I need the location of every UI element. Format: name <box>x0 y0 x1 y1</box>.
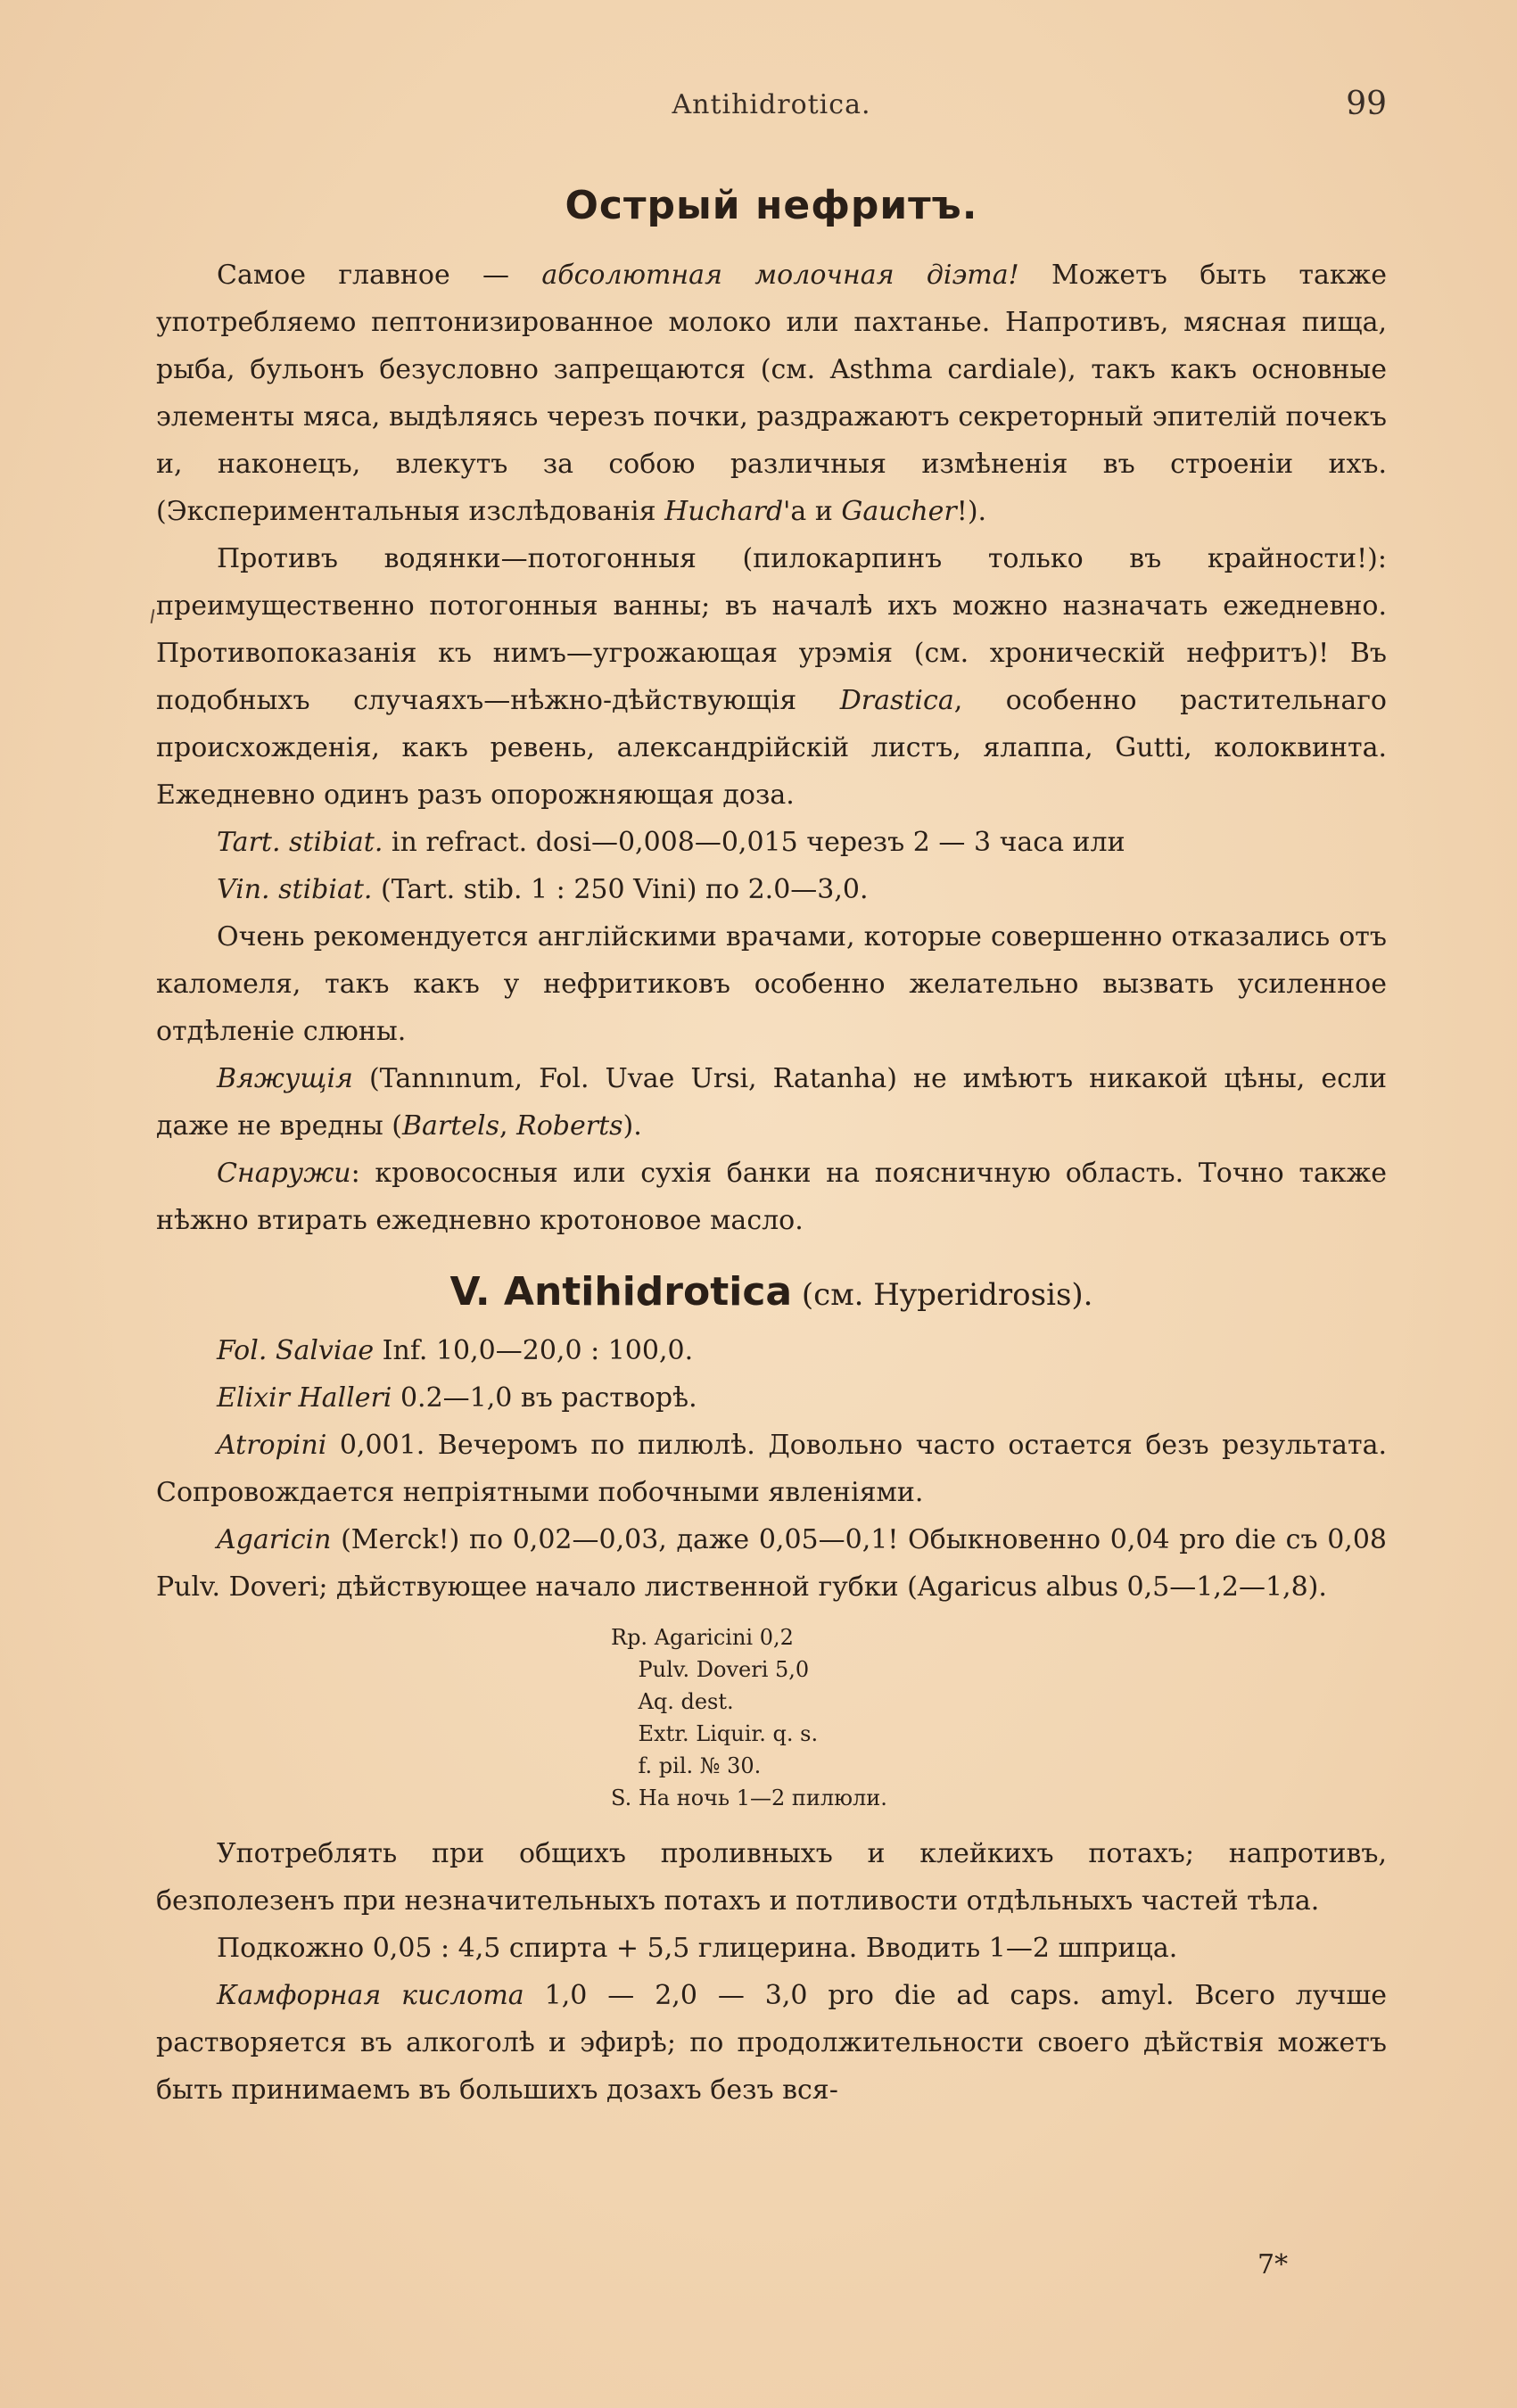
page-number: 99 <box>1346 86 1387 122</box>
prescription-line: S. На ночь 1—2 пилюли. <box>611 1785 887 1810</box>
paragraph-dropsy: Противъ водянки—потогонныя (пилокарпинъ только въ крайности!): преимущественно потогонныя ванны; въ началѣ ихъ можно назначать ежедневно. Противопоказанія къ нимъ—угрожающая урэмія (см. хроническій нефритъ)! Въ подобныхъ случаяхъ—нѣжно-дѣйствующія Drastica, особенно растительнаго происхожденія, какъ ревень, александрійскій листъ, ялаппа, Gutti, колоквинта. Ежедневно одинъ разъ опорожняющая доза. <box>156 543 1387 811</box>
paragraph-atropini: Atropini 0,001. Вечеромъ по пилюлѣ. Довольно часто остается безъ результата. Сопровождается непріятными побочными явленіями. <box>156 1430 1387 1508</box>
paragraph-subcutaneous: Подкожно 0,05 : 4,5 спирта + 5,5 глицерина. Вводить 1—2 шприца. <box>217 1933 1178 1964</box>
signature-mark: 7* <box>1257 2249 1289 2280</box>
paragraph-agaricin: Agaricin (Merck!) по 0,02—0,03, даже 0,05—0,1! Обыкновенно 0,04 pro die съ 0,08 Pulv. Doveri; дѣйствующее начало лиственной губки (Agaricus albus 0,5—1,2—1,8). <box>156 1524 1387 1603</box>
margin-mark <box>151 609 155 623</box>
paragraph-camphoric-acid: Камфорная кислота 1,0 — 2,0 — 3,0 pro die ad caps. amyl. Всего лучше растворяется въ алкоголѣ и эфирѣ; по продолжительности своего дѣйствія можетъ быть принимаемъ въ большихъ дозахъ безъ вся- <box>156 1980 1387 2106</box>
paragraph-diet: Самое главное — абсолютная молочная діэта! Можетъ быть также употребляемо пептонизированное молоко или пахтанье. Напротивъ, мясная пища, рыба, бульонъ безусловно запрещаются (см. Asthma cardiale), такъ какъ основные элементы мяса, выдѣляясь черезъ почки, раздражаютъ секреторный эпителій почекъ и, наконецъ, влекутъ за собою различныя измѣненія въ строеніи ихъ. (Экспериментальныя изслѣдованія Huchard'а и Gaucher!). <box>156 260 1388 527</box>
page-content <box>156 183 1387 2114</box>
paragraph-astringents: Вяжущія (Tannınum, Fol. Uvae Ursi, Ratanha) не имѣютъ никакой цѣны, если даже не вредны (Bartels, Roberts). <box>156 1063 1387 1142</box>
paragraph-tart-stibiat: Tart. stibiat. in refract. dosi—0,008—0,015 черезъ 2 — 3 часа или <box>217 827 1125 858</box>
prescription-line: Extr. Liquir. q. s. <box>611 1721 819 1746</box>
paragraph-vin-stibiat: Vin. stibiat. (Tart. stib. 1 : 250 Vini) по 2.0—3,0. <box>217 874 869 905</box>
paragraph-external: Снаружи: кровососныя или сухія банки на поясничную область. Точно также нѣжно втирать ежедневно кротоновое масло. <box>156 1158 1387 1236</box>
running-title: Antihidrotica. <box>672 89 871 120</box>
page-header <box>156 86 1387 134</box>
section-title-antihidrotica: V. Antihidrotica (см. Hyperidrosis). <box>449 1269 1093 1315</box>
paragraph-english-doctors: Очень рекомендуется англійскими врачами, которые совершенно отказались отъ каломеля, такъ какъ у нефритиковъ особенно желательно вызвать усиленное отдѣленіе слюны. <box>156 921 1387 1047</box>
line-elixir-halleri: Elixir Halleri 0.2—1,0 въ растворѣ. <box>217 1382 697 1414</box>
prescription-block <box>611 1621 1387 1814</box>
prescription-line: Aq. dest. <box>611 1689 734 1714</box>
section-title-nephritis: Острый нефритъ. <box>565 183 978 228</box>
prescription-line: Pulv. Doveri 5,0 <box>611 1657 810 1682</box>
line-fol-salviae: Fol. Salviae Inf. 10,0—20,0 : 100,0. <box>217 1335 694 1366</box>
paragraph-usage: Употреблять при общихъ проливныхъ и клейкихъ потахъ; напротивъ, безполезенъ при незначительныхъ потахъ и потливости отдѣльныхъ частей тѣла. <box>156 1838 1387 1917</box>
prescription-line: f. pil. № 30. <box>611 1753 762 1778</box>
prescription-line: Rp. Agaricini 0,2 <box>611 1625 794 1650</box>
